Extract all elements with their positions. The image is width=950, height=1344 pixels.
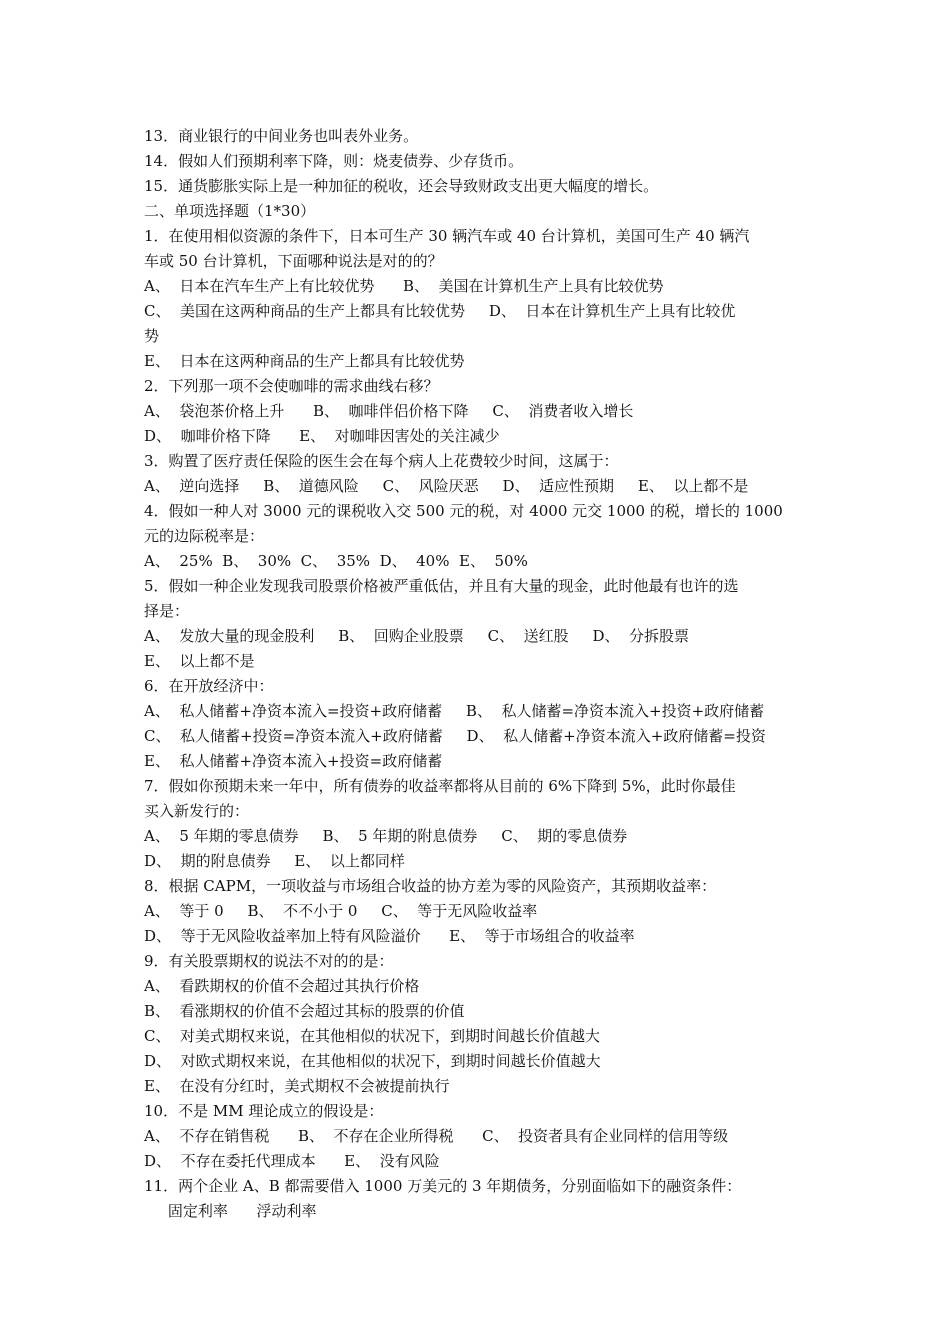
- question-5: 5．假如一种企业发现我司股票价格被严重低估，并且有大量的现金，此时他最有也许的选: [144, 577, 739, 595]
- text-line: 13．商业银行的中间业务也叫表外业务。: [144, 127, 419, 145]
- options-line: A、 发放大量的现金股利 B、 回购企业股票 C、 送红股 D、 分拆股票: [144, 627, 690, 645]
- options-line: A、 逆向选择 B、 道德风险 C、 风险厌恶 D、 适应性预期 E、 以上都不是: [144, 477, 749, 495]
- question-3: 3．购置了医疗责任保险的医生会在每个病人上花费较少时间，这属于：: [144, 452, 619, 470]
- options-line: C、 美国在这两种商品的生产上都具有比较优势 D、 日本在计算机生产上具有比较优: [144, 302, 736, 320]
- text-line: 15．通货膨胀实际上是一种加征的税收，还会导致财政支出更大幅度的增长。: [144, 177, 659, 195]
- text-line: 元的边际税率是：: [144, 527, 265, 545]
- question-4: 4．假如一种人对 3000 元的课税收入交 500 元的税，对 4000 元交 1000 的税，增长的 1000: [144, 502, 783, 520]
- options-line: A、 私人储蓄+净资本流入=投资+政府储蓄 B、 私人储蓄=净资本流入+投资+政府储蓄: [144, 702, 765, 720]
- options-line: A、 不存在销售税 B、 不存在企业所得税 C、 投资者具有企业同样的信用等级: [144, 1127, 729, 1145]
- options-line: E、 私人储蓄+净资本流入+投资=政府储蓄: [144, 752, 443, 770]
- options-line: D、 对欧式期权来说，在其他相似的状况下，到期时间越长价值越大: [144, 1052, 601, 1070]
- options-line: A、 25% B、 30% C、 35% D、 40% E、 50%: [144, 552, 528, 570]
- options-line: D、 咖啡价格下降 E、 对咖啡因害处的关注减少: [144, 427, 500, 445]
- text-line: 车或 50 台计算机，下面哪种说法是对的的？: [144, 252, 443, 270]
- table-header-line: 固定利率 浮动利率: [144, 1202, 317, 1220]
- text-line: 14．假如人们预期利率下降，则：烧麦债券、少存货币。: [144, 152, 524, 170]
- options-line: A、 看跌期权的价值不会超过其执行价格: [144, 977, 420, 995]
- text-line: 势: [144, 327, 160, 345]
- text-line: 买入新发行的：: [144, 802, 250, 820]
- question-7: 7．假如你预期未来一年中，所有债券的收益率都将从目前的 6%下降到 5%，此时你最佳: [144, 777, 736, 795]
- options-line: A、 5 年期的零息债券 B、 5 年期的附息债券 C、 期的零息债券: [144, 827, 628, 845]
- options-line: B、 看涨期权的价值不会超过其标的股票的价值: [144, 1002, 465, 1020]
- options-line: D、 等于无风险收益率加上特有风险溢价 E、 等于市场组合的收益率: [144, 927, 635, 945]
- options-line: E、 以上都不是: [144, 652, 255, 670]
- options-line: D、 期的附息债券 E、 以上都同样: [144, 852, 405, 870]
- options-line: E、 在没有分红时，美式期权不会被提前执行: [144, 1077, 450, 1095]
- options-line: C、 对美式期权来说，在其他相似的状况下，到期时间越长价值越大: [144, 1027, 601, 1045]
- text-line: 择是：: [144, 602, 190, 620]
- section-heading: 二、单项选择题（1*30）: [144, 202, 316, 220]
- question-11: 11．两个企业 A、B 都需要借入 1000 万美元的 3 年期债务，分别面临如下的融资条件：: [144, 1177, 742, 1195]
- question-8: 8．根据 CAPM，一项收益与市场组合收益的协方差为零的风险资产，其预期收益率：: [144, 877, 717, 895]
- question-2: 2．下列那一项不会使咖啡的需求曲线右移？: [144, 377, 439, 395]
- question-10: 10．不是 MM 理论成立的假设是：: [144, 1102, 384, 1120]
- options-line: C、 私人储蓄+投资=净资本流入+政府储蓄 D、 私人储蓄+净资本流入+政府储蓄=投资: [144, 727, 766, 745]
- options-line: D、 不存在委托代理成本 E、 没有风险: [144, 1152, 440, 1170]
- options-line: A、 袋泡茶价格上升 B、 咖啡伴侣价格下降 C、 消费者收入增长: [144, 402, 634, 420]
- options-line: E、 日本在这两种商品的生产上都具有比较优势: [144, 352, 465, 370]
- options-line: A、 等于 0 B、 不不小于 0 C、 等于无风险收益率: [144, 902, 538, 920]
- question-1: 1．在使用相似资源的条件下，日本可生产 30 辆汽车或 40 台计算机，美国可生产 40 辆汽: [144, 227, 750, 245]
- question-6: 6．在开放经济中：: [144, 677, 274, 695]
- options-line: A、 日本在汽车生产上有比较优势 B、 美国在计算机生产上具有比较优势: [144, 277, 664, 295]
- document-page: [144, 124, 816, 1224]
- question-9: 9．有关股票期权的说法不对的的是：: [144, 952, 394, 970]
